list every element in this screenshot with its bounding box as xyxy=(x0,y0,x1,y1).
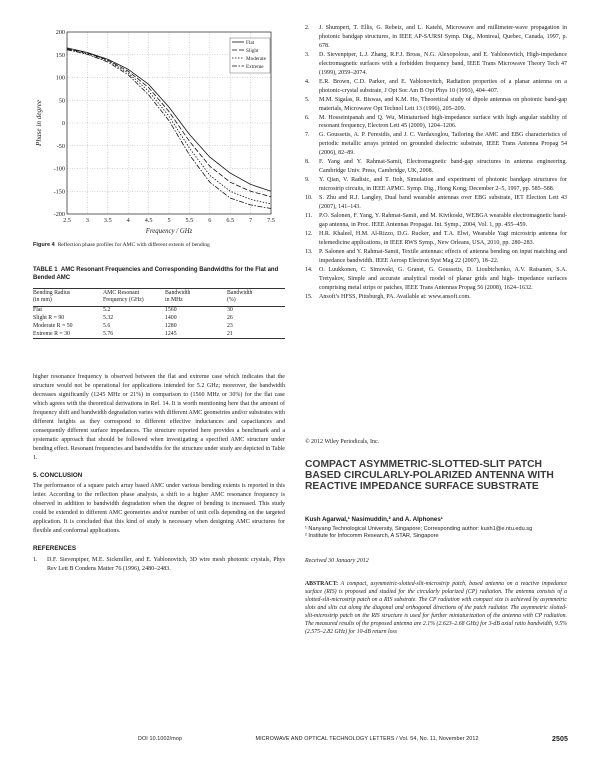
table-header-cell: AMC Resonant Frequency (GHz) xyxy=(103,290,144,304)
figure-caption xyxy=(33,242,283,249)
y-tick-label: -150 xyxy=(53,188,65,196)
table-header-cell: Bandwidth (%) xyxy=(227,290,253,304)
x-tick-label: 5.5 xyxy=(185,217,194,224)
x-tick-label: 5 xyxy=(167,217,171,224)
figure-caption-text: Reflection phase profiles for AMC with different extents of bending xyxy=(57,242,210,248)
table-header-cell: Bandwidth in MHz xyxy=(165,290,191,304)
footer-doi: DOI 10.1002/mop xyxy=(138,736,183,742)
reference-item xyxy=(305,248,567,266)
table-row xyxy=(33,306,285,314)
article-title: COMPACT ASYMMETRIC-SLOTTED-SLIT PATCH BASED CIRCULARLY-POLARIZED ANTENNA WITH REACTIVE IMPEDANCE SURFACE SUBSTRATE xyxy=(305,459,554,492)
table-cell: Flat xyxy=(33,306,43,313)
reference-text: P. Salonen and Y. Rahmat-Samii, Textile antennas: effects of antenna bending on input matching and impedance bandwidth. IEEE Aerosp Electron Syst Mag 22 (2007), 18–22. xyxy=(319,248,567,264)
reference-text: Ansoft’s HFSS, Pittsburgh, PA. Available at: www.ansoft.com. xyxy=(319,293,471,300)
authors: Kush Agarwal,¹ Nasimuddin,² and A. Alphones¹ xyxy=(305,516,443,523)
reference-number: 4. xyxy=(305,78,310,85)
section-heading: 5. CONCLUSION xyxy=(33,471,83,479)
table-cell: Extreme R = 30 xyxy=(33,330,70,337)
reference-text: J. Shumpert, T. Ellis, G. Rebeiz, and L. Katehi, Microwave and millimeter-wave propagation in photonic bandgap structures, in IEEE AP-S/URSI Symp. Dig., Montreal, Quebec, Canada, 1997, p. 678. xyxy=(319,25,567,49)
reference-item xyxy=(305,194,567,212)
references-heading: REFERENCES xyxy=(33,545,77,553)
y-tick-label: -200 xyxy=(53,211,65,218)
reference-item xyxy=(305,114,567,132)
figure-caption-label: Figure 4 xyxy=(33,242,55,248)
reference-number: 6. xyxy=(305,114,310,121)
y-tick-label: 200 xyxy=(55,29,65,36)
y-axis-label: Phase in degree xyxy=(35,99,43,147)
table-cell: 5.6 xyxy=(103,322,111,329)
y-tick-label: 50 xyxy=(58,97,65,105)
x-tick-label: 3.5 xyxy=(103,217,112,224)
reference-number: 2. xyxy=(305,25,310,31)
table-row xyxy=(33,315,285,323)
reference-text: F. Yang and Y. Rahmat-Samii, Electromagnetic band-gap structures in antenna engineering. Cambridge Univ. Press, Cambridge, UK, 2008. xyxy=(319,159,567,175)
reference-item xyxy=(305,51,567,78)
phase-chart xyxy=(33,24,285,239)
affiliations xyxy=(305,526,567,541)
table-cell: 1245 xyxy=(165,330,177,337)
table-cell: 5.2 xyxy=(103,306,111,313)
table-caption xyxy=(33,266,285,282)
reference-number: 15. xyxy=(305,293,313,300)
reference-item xyxy=(305,96,567,114)
reference-item xyxy=(305,78,567,96)
table-cell: Moderate R = 50 xyxy=(33,322,73,329)
x-tick-label: 7.5 xyxy=(267,217,275,224)
reference-number: 11. xyxy=(305,213,313,220)
results-table xyxy=(33,288,285,339)
x-tick-label: 4 xyxy=(126,217,130,224)
page-number: 2505 xyxy=(552,736,568,743)
table-caption-label: TABLE 1 xyxy=(33,267,58,273)
table-cell: 1400 xyxy=(165,314,177,321)
reference-number: 12. xyxy=(305,230,313,237)
reference-item xyxy=(305,158,567,176)
reference-number: 14. xyxy=(305,266,313,273)
reference-number: 8. xyxy=(305,159,310,166)
table-caption-text: AMC Resonant Frequencies and Corresponding Bandwidths for the Flat and Bended AMC xyxy=(33,267,279,281)
reference-text: D. Sievenpiper, L.J. Zhang, R.F.J. Broas, N.G. Alexopolous, and E. Yablonovitch, High-impedance electromagnetic surfaces with a forbidden frequency band, IEEE Trans Microwave Theory Tech 47 (1999), 2059–2074. xyxy=(319,51,567,76)
y-tick-label: 150 xyxy=(55,51,65,59)
page-footer xyxy=(138,736,568,743)
reference-text: M. Hosseinipanah and Q. Wu, Miniaturised high-impedance surface with high angular stability of resonant frequency, Electron Lett 45 (2009), 1204–1206. xyxy=(319,114,567,130)
x-axis-label: Frequency / GHz xyxy=(145,228,193,235)
conclusion-paragraph: The performance of a square patch array based AMC under various bending extents is reported in this letter. According to the reflection phase analysis, a shift to a higher AMC resonance frequency is observed in addition to bandwidth degradation when the degree of bending is increased. This study could be extended to different AMC geometries and/or number of unit cells depending on the targeted application. It is concluded that this kind of study is necessary when designing AMC structures for flexible and conformal applications. xyxy=(33,483,285,535)
x-tick-label: 6.5 xyxy=(226,217,235,224)
table-cell: 1560 xyxy=(165,306,177,313)
reference-item xyxy=(305,230,567,248)
legend-label: Moderate xyxy=(246,56,266,62)
copyright: © 2012 Wiley Periodicals, Inc. xyxy=(305,439,380,445)
reference-item xyxy=(305,131,567,158)
reference-item xyxy=(305,24,567,51)
reference-item xyxy=(305,176,567,194)
table-cell: 23 xyxy=(227,322,233,329)
plot-area xyxy=(35,29,275,235)
table-header-row xyxy=(33,289,285,307)
reference-text: Y. Qian, V. Radisic, and T. Itoh, Simulation and experiment of photonic bandgap structures for microstrip circuits, in IEEE APMC. Symp. Dig., Hong Kong, December 2–5, 1997, pp. 585–588. xyxy=(319,177,567,193)
reference-number: 9. xyxy=(305,177,310,184)
reference-number: 1. xyxy=(33,557,38,564)
table-cell: 21 xyxy=(227,330,233,337)
table-cell: 1280 xyxy=(165,322,177,329)
y-tick-label: -50 xyxy=(56,142,65,150)
table-header-cell: Bending Radius (in mm) xyxy=(33,290,71,304)
y-tick-label: 100 xyxy=(55,74,65,82)
affiliation-1: ¹ Nanyang Technological University, Singapore; Corresponding author: kush1@e.ntu.edu.sg xyxy=(305,526,533,532)
reference-number: 10. xyxy=(305,195,313,202)
reference-number: 3. xyxy=(305,51,310,58)
footer-journal: MICROWAVE AND OPTICAL TECHNOLOGY LETTERS / Vol. 54, No. 11, November 2012 xyxy=(255,736,479,742)
reference-text: M.M. Sigalas, R. Biswas, and K.M. Ho, Theoretical study of dipole antennas on photonic band-gap materials, Microwave Opt Technol Lett 13 (1996), 205–209. xyxy=(319,96,567,112)
table-row xyxy=(33,323,285,331)
x-tick-label: 7 xyxy=(249,217,253,224)
reference-text: S. Zhu and R.J. Langley, Dual band wearable antennas over EBG substrate, IET Election Lett 43 (2007), 141–143. xyxy=(319,195,567,211)
reference-number: 13. xyxy=(305,248,313,255)
reference-number: 5. xyxy=(305,96,310,103)
table-cell: Slight R = 90 xyxy=(33,314,65,321)
reference-text: H.R. Khaleel, H.M. Al-Rizzo, D.G. Rucker, and T.A. Elwi, Wearable Yagi microstrip antenna for telemedicine applications, in IEEE RWS Symp., New Orleans, USA, 2010, pp. 280–283. xyxy=(319,230,567,246)
table-cell: 30 xyxy=(227,306,233,313)
legend-label: Slight xyxy=(246,48,259,54)
x-tick-label: 4.5 xyxy=(144,217,153,224)
table-cell: 26 xyxy=(227,314,233,321)
reference-item xyxy=(305,293,567,302)
abstract-label: ABSTRACT: xyxy=(305,581,339,587)
table-cell: 5.76 xyxy=(103,330,114,337)
reference-item xyxy=(305,266,567,293)
reference-number: 7. xyxy=(305,132,310,139)
y-tick-label: 0 xyxy=(61,120,65,127)
table-row xyxy=(33,331,285,339)
affiliation-2: ² Institute for Infocomm Research, A STAR, Singapore xyxy=(305,533,439,540)
x-tick-label: 3 xyxy=(85,217,89,224)
received-date: Received 30 January 2012 xyxy=(305,558,369,564)
x-tick-label: 6 xyxy=(208,217,212,224)
abstract xyxy=(305,580,567,636)
x-tick-label: 2.5 xyxy=(63,217,71,224)
body-paragraph: higher resonance frequency is observed between the flat and extreme case which indicates that the structure would not be operational for applications intended for 5.2 GHz; moreover, the bandwidth decreases significantly (1245 MHz or 21%) in comparison to (1560 MHz or 30%) for the flat case which agrees with the theoretical derivations in Ref. 14. It is worth mentioning here that the amount of frequency shift and bandwidth degradation varies with different AMC geometries and/or substrates with different heights as they correspond to different effective inductances and capacitances and consequently different surface impedances. The structure reported here provides a benchmark and a systematic approach that should be followed when investigating a specified AMC structure under bending effect. Resonant frequencies and bandwidths for the structure under study are depicted in Table 1. xyxy=(33,374,285,461)
reference-text: G. Goussetis, A. P. Feresidis, and J. C. Vardaxoglou, Tailoring the AMC and EBG characteristics of periodic metallic arrays printed on grounded dielectric substrate, IEEE Trans Antenna Propag 54 (2006), 82–89. xyxy=(319,132,567,157)
legend-label: Flat xyxy=(246,40,255,46)
reference-text: P.O. Salonen, F. Yang, Y. Rahmat-Samii, and M. Kivikoski, WEBGA wearable electromagnetic band-gap antenna, in Proc. IEEE Antennas Propagat. Int. Symp., 2004, Vol. 1, pp. 455–459. xyxy=(319,213,567,228)
reference-item xyxy=(305,212,567,230)
legend-label: Extreme xyxy=(246,64,264,70)
reference-text: O. Luukkonen, C. Simovski, G. Granet, G. Goussetis, D. Lioubtchenko, A.V. Raisanen, S.A. Tretyakov, Simple and accurate analytical model of planar grids and high- impedance surfaces comprising metal strips or patches, IEEE Trans Antennas Propag 56 (2008), 1624–1632. xyxy=(319,266,567,291)
y-tick-label: -100 xyxy=(53,165,65,173)
left-body xyxy=(33,373,285,574)
reference-text: D.F. Sievenpiper, M.E. Sickmiller, and E. Yablonovitch, 3D wire mesh photonic crystals, Phys Rev Lett B Condens Matter 76 (1996), 2480–2483. xyxy=(47,557,285,573)
reference-text: E.R. Brown, C.D. Parker, and E. Yablonovitch, Radiation properties of a planar antenna on a photonic-crystal substrate, J Opt Soc Am B Opt Phys 10 (1993), 404–407. xyxy=(319,78,567,94)
reference-item xyxy=(33,556,285,574)
reference-list xyxy=(305,24,567,302)
table-cell: 5.32 xyxy=(103,314,114,321)
abstract-text: A compact, asymmetric-slotted-slit-microstrip patch, based antenna on a reactive impedance surface (RIS) is proposed and studied for the circularly polarized (CP) radiation. The antenna consists of a slotted-slit-microstrip patch on a RIS substrate. The CP radiation with compact size is achieved by asymmetric slots and slits cut along the diagonal and orthogonal directions of the patch radiator. The asymmetric slotted-slit-microstrip patch on the RIS structure is used for further miniaturization of the antenna with CP radiation. The measured results of the proposed antenna are 2.1% (2.623–2.68 GHz) for 3-dB axial ratio bandwidth, 9.5% (2.575–2.82 GHz) for 10-dB return loss xyxy=(305,581,567,635)
